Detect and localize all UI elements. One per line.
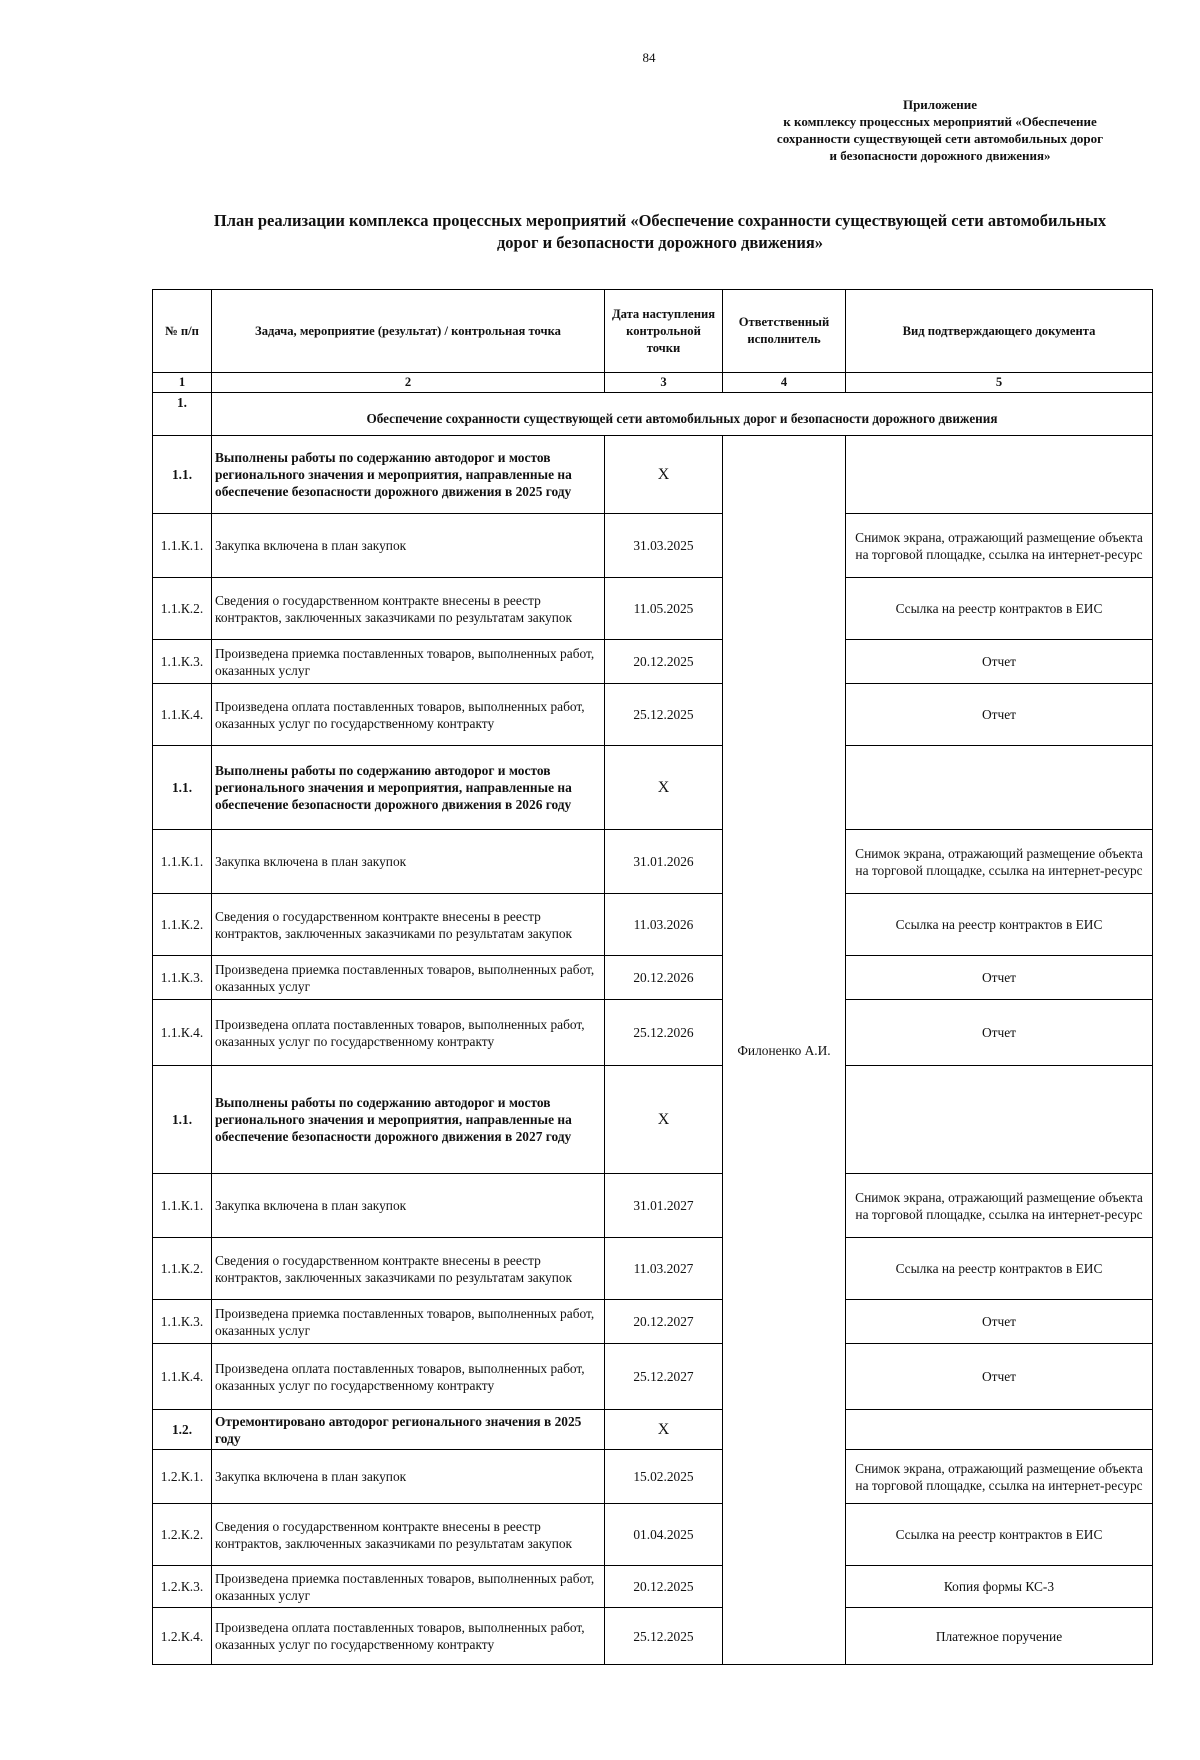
row-date: 25.12.2025 xyxy=(605,1608,723,1665)
row-date: 15.02.2025 xyxy=(605,1450,723,1504)
row-date: 20.12.2025 xyxy=(605,640,723,684)
row-number: 1.2. xyxy=(153,1410,212,1450)
row-document-type xyxy=(846,1410,1153,1450)
row-number: 1.1.К.3. xyxy=(153,1300,212,1344)
row-task: Произведена приемка поставленных товаров, выполненных работ, оказанных услуг xyxy=(212,1566,605,1608)
document-title-line: План реализации комплекса процессных мероприятий «Обеспечение сохранности существующей сети автомобильных xyxy=(213,211,1107,230)
row-document-type: Снимок экрана, отражающий размещение объекта на торговой площадке, ссылка на интернет-ресурс xyxy=(846,1174,1153,1238)
row-document-type: Ссылка на реестр контрактов в ЕИС xyxy=(846,578,1153,640)
checkpoint-row xyxy=(153,1300,1153,1344)
checkpoint-row xyxy=(153,1566,1153,1608)
row-task: Сведения о государственном контракте внесены в реестр контрактов, заключенных заказчиками по результатам закупок xyxy=(212,894,605,956)
row-date: 11.03.2027 xyxy=(605,1238,723,1300)
row-date: 20.12.2025 xyxy=(605,1566,723,1608)
row-document-type: Ссылка на реестр контрактов в ЕИС xyxy=(846,1238,1153,1300)
row-task: Произведена оплата поставленных товаров, выполненных работ, оказанных услуг по государственному контракту xyxy=(212,1608,605,1665)
row-document-type: Отчет xyxy=(846,640,1153,684)
row-document-type xyxy=(846,436,1153,514)
section-number: 1. xyxy=(153,393,212,436)
row-number: 1.2.К.2. xyxy=(153,1504,212,1566)
row-date: 11.05.2025 xyxy=(605,578,723,640)
checkpoint-row xyxy=(153,684,1153,746)
task-row xyxy=(153,746,1153,830)
checkpoint-row xyxy=(153,1450,1153,1504)
header-task: Задача, мероприятие (результат) / контрольная точка xyxy=(212,290,605,373)
row-document-type: Ссылка на реестр контрактов в ЕИС xyxy=(846,1504,1153,1566)
row-task: Выполнены работы по содержанию автодорог и мостов регионального значения и мероприятия, направленные на обеспечение безопасности дорожного движения в 2025 году xyxy=(212,436,605,514)
checkpoint-row xyxy=(153,1000,1153,1066)
appendix-line: к комплексу процессных мероприятий «Обеспечение xyxy=(783,114,1097,129)
checkpoint-row xyxy=(153,578,1153,640)
row-task: Произведена приемка поставленных товаров, выполненных работ, оказанных услуг xyxy=(212,1300,605,1344)
row-document-type xyxy=(846,1066,1153,1174)
checkpoint-row xyxy=(153,1174,1153,1238)
row-number: 1.1.К.3. xyxy=(153,956,212,1000)
row-number: 1.2.К.4. xyxy=(153,1608,212,1665)
row-task: Отремонтировано автодорог регионального значения в 2025 году xyxy=(212,1410,605,1450)
checkpoint-row xyxy=(153,1504,1153,1566)
row-date: 31.03.2025 xyxy=(605,514,723,578)
column-index: 4 xyxy=(723,373,846,393)
row-document-type: Ссылка на реестр контрактов в ЕИС xyxy=(846,894,1153,956)
row-number: 1.1.К.2. xyxy=(153,1238,212,1300)
row-number: 1.1.К.2. xyxy=(153,578,212,640)
appendix-line: Приложение xyxy=(902,97,978,112)
section-row xyxy=(153,393,1153,436)
task-row xyxy=(153,436,1153,514)
checkpoint-row xyxy=(153,830,1153,894)
document-title-line: дорог и безопасности дорожного движения» xyxy=(496,233,824,252)
row-date: X xyxy=(605,1410,723,1450)
row-number: 1.1.К.1. xyxy=(153,1174,212,1238)
appendix-line: сохранности существующей сети автомобильных дорог xyxy=(776,131,1104,146)
row-date: 11.03.2026 xyxy=(605,894,723,956)
row-date: 31.01.2027 xyxy=(605,1174,723,1238)
row-document-type: Отчет xyxy=(846,684,1153,746)
document-title xyxy=(120,210,1200,254)
appendix-line: и безопасности дорожного движения» xyxy=(829,148,1051,163)
row-task: Произведена оплата поставленных товаров, выполненных работ, оказанных услуг по государственному контракту xyxy=(212,1344,605,1410)
column-index: 1 xyxy=(153,373,212,393)
row-document-type: Отчет xyxy=(846,1000,1153,1066)
row-number: 1.1.К.1. xyxy=(153,830,212,894)
row-date: 20.12.2026 xyxy=(605,956,723,1000)
row-number: 1.1.К.2. xyxy=(153,894,212,956)
row-number: 1.1.К.4. xyxy=(153,1000,212,1066)
row-date: X xyxy=(605,746,723,830)
row-number: 1.1. xyxy=(153,1066,212,1174)
row-number: 1.1. xyxy=(153,436,212,514)
column-index: 2 xyxy=(212,373,605,393)
header-executor: Ответственный исполнитель xyxy=(723,290,846,373)
header-date: Дата наступления контрольной точки xyxy=(605,290,723,373)
row-document-type: Отчет xyxy=(846,1300,1153,1344)
row-task: Произведена приемка поставленных товаров, выполненных работ, оказанных услуг xyxy=(212,956,605,1000)
row-task: Произведена приемка поставленных товаров, выполненных работ, оказанных услуг xyxy=(212,640,605,684)
row-date: 31.01.2026 xyxy=(605,830,723,894)
row-date: 01.04.2025 xyxy=(605,1504,723,1566)
row-date: 25.12.2027 xyxy=(605,1344,723,1410)
row-number: 1.1.К.3. xyxy=(153,640,212,684)
checkpoint-row xyxy=(153,956,1153,1000)
row-number: 1.1.К.4. xyxy=(153,1344,212,1410)
checkpoint-row xyxy=(153,514,1153,578)
checkpoint-row xyxy=(153,1608,1153,1665)
checkpoint-row xyxy=(153,640,1153,684)
header-number: № п/п xyxy=(153,290,212,373)
row-number: 1.1.К.4. xyxy=(153,684,212,746)
task-row xyxy=(153,1066,1153,1174)
row-document-type: Отчет xyxy=(846,1344,1153,1410)
row-task: Сведения о государственном контракте внесены в реестр контрактов, заключенных заказчиками по результатам закупок xyxy=(212,1504,605,1566)
row-document-type: Копия формы КС-3 xyxy=(846,1566,1153,1608)
column-index: 3 xyxy=(605,373,723,393)
row-date: 25.12.2026 xyxy=(605,1000,723,1066)
checkpoint-row xyxy=(153,1238,1153,1300)
row-task: Сведения о государственном контракте внесены в реестр контрактов, заключенных заказчиками по результатам закупок xyxy=(212,578,605,640)
appendix-header xyxy=(690,96,1190,164)
row-task: Закупка включена в план закупок xyxy=(212,1450,605,1504)
row-document-type: Снимок экрана, отражающий размещение объекта на торговой площадке, ссылка на интернет-ресурс xyxy=(846,830,1153,894)
checkpoint-row xyxy=(153,1344,1153,1410)
page-number: 84 xyxy=(642,50,656,65)
section-title: Обеспечение сохранности существующей сети автомобильных дорог и безопасности дорожного движения xyxy=(212,393,1153,436)
row-number: 1.1. xyxy=(153,746,212,830)
row-document-type: Отчет xyxy=(846,956,1153,1000)
row-date: X xyxy=(605,1066,723,1174)
checkpoint-row xyxy=(153,894,1153,956)
row-task: Произведена оплата поставленных товаров, выполненных работ, оказанных услуг по государственному контракту xyxy=(212,684,605,746)
row-date: 25.12.2025 xyxy=(605,684,723,746)
responsible-executor: Филоненко А.И. xyxy=(723,436,846,1665)
row-task: Закупка включена в план закупок xyxy=(212,1174,605,1238)
row-task: Закупка включена в план закупок xyxy=(212,830,605,894)
task-row xyxy=(153,1410,1153,1450)
header-document: Вид подтверждающего документа xyxy=(846,290,1153,373)
row-number: 1.2.К.3. xyxy=(153,1566,212,1608)
row-task: Выполнены работы по содержанию автодорог и мостов регионального значения и мероприятия, направленные на обеспечение безопасности дорожного движения в 2027 году xyxy=(212,1066,605,1174)
row-task: Произведена оплата поставленных товаров, выполненных работ, оказанных услуг по государственному контракту xyxy=(212,1000,605,1066)
row-document-type xyxy=(846,746,1153,830)
row-task: Закупка включена в план закупок xyxy=(212,514,605,578)
row-number: 1.2.К.1. xyxy=(153,1450,212,1504)
row-date: X xyxy=(605,436,723,514)
column-index: 5 xyxy=(846,373,1153,393)
row-document-type: Снимок экрана, отражающий размещение объекта на торговой площадке, ссылка на интернет-ресурс xyxy=(846,514,1153,578)
row-document-type: Платежное поручение xyxy=(846,1608,1153,1665)
row-task: Сведения о государственном контракте внесены в реестр контрактов, заключенных заказчиками по результатам закупок xyxy=(212,1238,605,1300)
implementation-plan-table xyxy=(152,289,1153,1665)
row-date: 20.12.2027 xyxy=(605,1300,723,1344)
row-document-type: Снимок экрана, отражающий размещение объекта на торговой площадке, ссылка на интернет-ресурс xyxy=(846,1450,1153,1504)
row-task: Выполнены работы по содержанию автодорог и мостов регионального значения и мероприятия, направленные на обеспечение безопасности дорожного движения в 2026 году xyxy=(212,746,605,830)
row-number: 1.1.К.1. xyxy=(153,514,212,578)
